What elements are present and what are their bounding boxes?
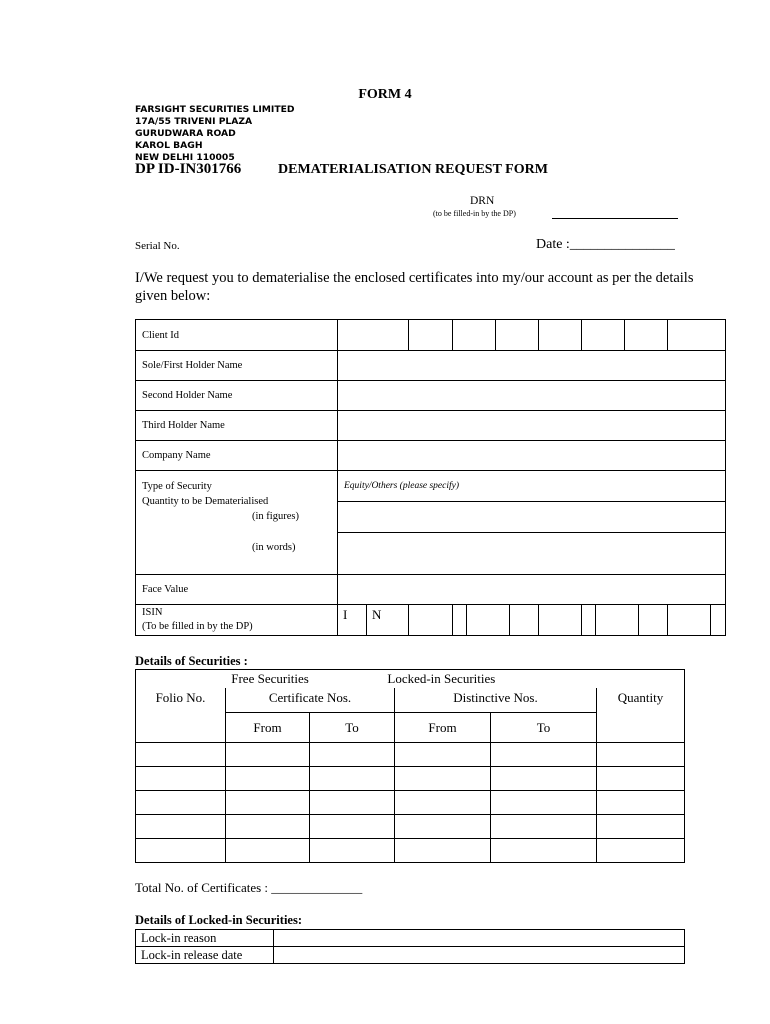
distinctive-nos-header: Distinctive Nos. [395, 688, 597, 713]
quantity-header: Quantity [597, 688, 685, 743]
address-line: KAROL BAGH [135, 140, 203, 151]
client-id-box[interactable] [625, 320, 668, 351]
security-quantity-label [136, 471, 338, 575]
client-details-table [135, 319, 726, 636]
locked-in-heading: Details of Locked-in Securities: [135, 913, 302, 927]
face-value-label: Face Value [136, 575, 338, 605]
client-id-box[interactable] [539, 320, 582, 351]
request-text: I/We request you to dematerialise the enclosed certificates into my/our account as per the details given below: [135, 270, 694, 304]
serial-label: Serial No. [135, 240, 180, 252]
isin-box[interactable] [711, 605, 726, 636]
dist-from-cell[interactable] [395, 839, 491, 863]
total-certificates-field[interactable]: Total No. of Certificates : ______________ [135, 880, 363, 895]
locked-securities-label: Locked-in Securities [387, 670, 496, 686]
dist-from-cell[interactable] [395, 815, 491, 839]
cert-from-header: From [226, 713, 310, 743]
quantity-cell[interactable] [597, 767, 685, 791]
table-row [136, 767, 685, 791]
cert-to-header: To [310, 713, 395, 743]
isin-box[interactable] [539, 605, 582, 636]
dist-from-cell[interactable] [395, 791, 491, 815]
second-holder-field[interactable] [338, 381, 726, 411]
isin-box[interactable] [453, 605, 467, 636]
cert-to-cell[interactable] [310, 815, 395, 839]
isin-prefix-n: N [367, 605, 409, 636]
dist-to-cell[interactable] [491, 839, 597, 863]
company-name-field[interactable] [338, 441, 726, 471]
quantity-cell[interactable] [597, 791, 685, 815]
table-row [136, 815, 685, 839]
isin-box[interactable] [510, 605, 539, 636]
lockin-release-date-label: Lock-in release date [136, 947, 274, 964]
isin-box[interactable] [467, 605, 510, 636]
address-line: GURUDWARA ROAD [135, 128, 236, 139]
free-securities-label: Free Securities [231, 670, 309, 686]
company-name-label: Company Name [136, 441, 338, 471]
table-row [136, 839, 685, 863]
dist-to-header: To [491, 713, 597, 743]
folio-cell[interactable] [136, 767, 226, 791]
drn-note: (to be filled-in by the DP) [433, 209, 516, 218]
isin-label: ISIN [142, 607, 163, 618]
quantity-cell[interactable] [597, 815, 685, 839]
drn-field[interactable] [552, 218, 678, 219]
table-row [136, 743, 685, 767]
company-address-block [135, 104, 295, 164]
third-holder-field[interactable] [338, 411, 726, 441]
cert-from-cell[interactable] [226, 767, 310, 791]
drn-label: DRN [470, 195, 495, 207]
address-line: 17A/55 TRIVENI PLAZA [135, 116, 253, 127]
dp-id: DP ID-IN301766 [135, 161, 242, 177]
isin-box[interactable] [582, 605, 596, 636]
lockin-reason-field[interactable] [274, 930, 685, 947]
client-id-box[interactable] [582, 320, 625, 351]
cert-from-cell[interactable] [226, 839, 310, 863]
locked-in-table [135, 929, 685, 964]
client-id-box[interactable] [668, 320, 726, 351]
in-words-label: (in words) [252, 542, 296, 553]
isin-label-cell [136, 605, 338, 636]
in-figures-label: (in figures) [252, 511, 299, 522]
isin-box[interactable] [409, 605, 453, 636]
type-of-security-field[interactable]: Equity/Others (please specify) [338, 471, 726, 502]
folio-header: Folio No. [136, 688, 226, 743]
client-id-box[interactable] [338, 320, 409, 351]
dist-to-cell[interactable] [491, 815, 597, 839]
form-title: DEMATERIALISATION REQUEST FORM [278, 162, 548, 177]
cert-to-cell[interactable] [310, 767, 395, 791]
quantity-label: Quantity to be Dematerialised [142, 496, 269, 507]
isin-box[interactable] [668, 605, 711, 636]
isin-prefix-i: I [338, 605, 367, 636]
address-line: NEW DELHI 110005 [135, 152, 235, 163]
folio-cell[interactable] [136, 815, 226, 839]
sole-holder-field[interactable] [338, 351, 726, 381]
lockin-reason-label: Lock-in reason [136, 930, 274, 947]
third-holder-label: Third Holder Name [136, 411, 338, 441]
quantity-cell[interactable] [597, 743, 685, 767]
company-name: FARSIGHT SECURITIES LIMITED [135, 104, 295, 115]
folio-cell[interactable] [136, 743, 226, 767]
face-value-field[interactable] [338, 575, 726, 605]
dist-to-cell[interactable] [491, 791, 597, 815]
dist-from-cell[interactable] [395, 743, 491, 767]
dist-from-cell[interactable] [395, 767, 491, 791]
isin-box[interactable] [596, 605, 639, 636]
sole-holder-label: Sole/First Holder Name [136, 351, 338, 381]
folio-cell[interactable] [136, 839, 226, 863]
securities-table [135, 669, 685, 863]
type-of-security-label: Type of Security [142, 481, 212, 492]
details-heading: Details of Securities : [135, 654, 248, 668]
cert-to-cell[interactable] [310, 743, 395, 767]
client-id-box[interactable] [496, 320, 539, 351]
client-id-label: Client Id [136, 320, 338, 351]
date-field[interactable]: Date :_______________ [536, 237, 675, 252]
client-id-box[interactable] [453, 320, 496, 351]
cert-from-cell[interactable] [226, 791, 310, 815]
second-holder-label: Second Holder Name [136, 381, 338, 411]
isin-note: (To be filled in by the DP) [142, 621, 253, 632]
table-row [136, 791, 685, 815]
cert-to-cell[interactable] [310, 791, 395, 815]
dist-from-header: From [395, 713, 491, 743]
cert-to-cell[interactable] [310, 839, 395, 863]
quantity-cell[interactable] [597, 839, 685, 863]
dist-to-cell[interactable] [491, 743, 597, 767]
quantity-figures-field[interactable] [338, 502, 726, 533]
form-number: FORM 4 [358, 87, 412, 102]
isin-box[interactable] [639, 605, 668, 636]
folio-cell[interactable] [136, 791, 226, 815]
client-id-box[interactable] [409, 320, 453, 351]
certificate-nos-header: Certificate Nos. [226, 688, 395, 713]
cert-from-cell[interactable] [226, 743, 310, 767]
dist-to-cell[interactable] [491, 767, 597, 791]
cert-from-cell[interactable] [226, 815, 310, 839]
quantity-words-field[interactable] [338, 533, 726, 575]
lockin-release-date-field[interactable] [274, 947, 685, 964]
security-type-row [136, 670, 685, 688]
